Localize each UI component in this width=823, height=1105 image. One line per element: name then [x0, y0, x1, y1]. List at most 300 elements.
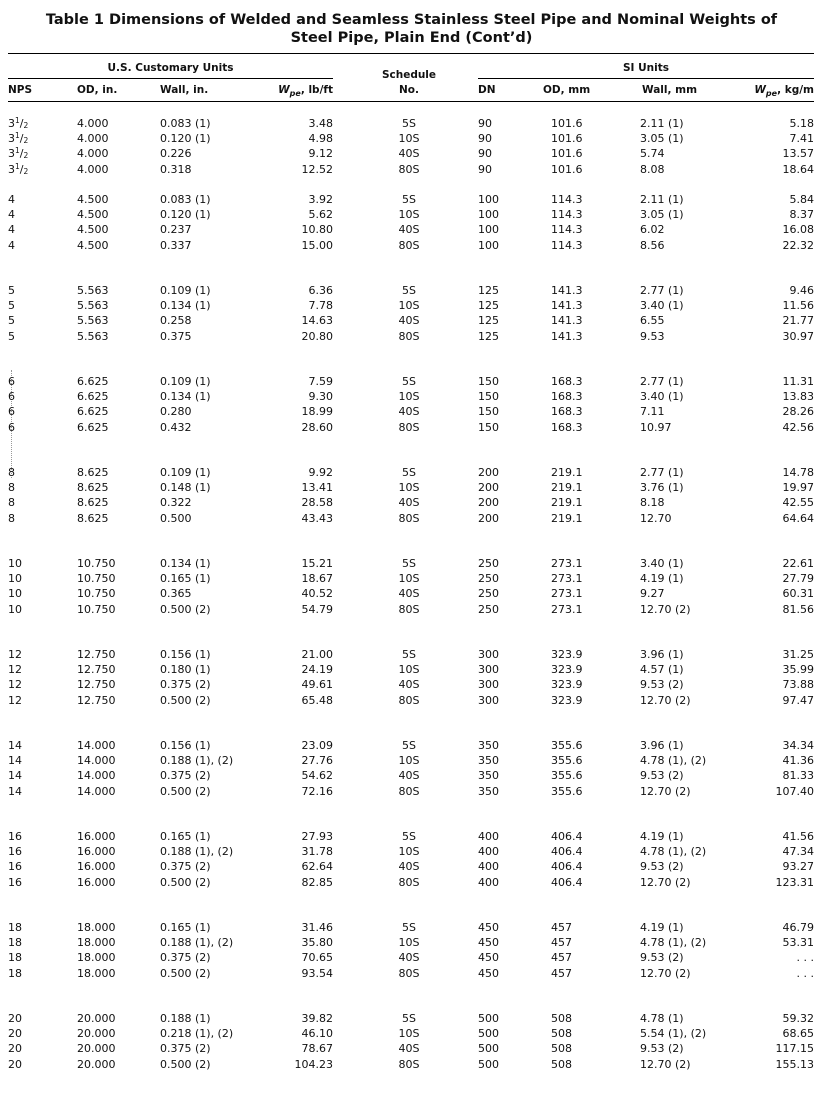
cell-sch: 10S: [398, 1027, 420, 1041]
cell-dn: 100: [478, 223, 499, 237]
cell-wall: 0.120 (1): [160, 132, 211, 146]
cell-odmm: 355.6: [551, 739, 583, 752]
cell-odmm: 101.6: [551, 117, 583, 130]
cell-od: 16.000: [77, 860, 116, 874]
cell-od: 20.000: [77, 1027, 116, 1041]
cell-dn: 125: [478, 299, 499, 313]
cell-dn: 90: [478, 117, 492, 130]
cell-sch: 5S: [402, 739, 416, 752]
cell-wlb: 12.52: [301, 162, 333, 176]
cell-wlb: 20.80: [301, 329, 333, 343]
cell-wlb: 4.98: [308, 132, 333, 146]
cell-wall: 0.500 (2): [160, 1057, 211, 1071]
cell-sch: 5S: [402, 1012, 416, 1025]
cell-odmm: 457: [551, 921, 572, 934]
cell-nps: 6: [8, 390, 15, 404]
cell-wallmm: 9.53 (2): [640, 860, 684, 874]
cell-wlb: 27.93: [301, 830, 333, 843]
cell-sch: 80S: [398, 875, 420, 889]
cell-dn: 90: [478, 147, 492, 161]
cell-od: 4.500: [77, 238, 109, 252]
cell-nps: 20: [8, 1057, 22, 1071]
cell-wallmm: 3.96 (1): [640, 648, 684, 661]
cell-wlb: 39.82: [301, 1012, 333, 1025]
cell-wallmm: 2.11 (1): [640, 117, 684, 130]
cell-dn: 200: [478, 481, 499, 495]
cell-nps: 14: [8, 784, 22, 798]
cell-odmm: 457: [551, 951, 572, 965]
cell-odmm: 141.3: [551, 314, 583, 328]
cell-wallmm: 12.70 (2): [640, 966, 691, 980]
cell-nps: 14: [8, 739, 22, 752]
cell-wlb: 28.60: [301, 420, 333, 434]
cell-od: 12.750: [77, 648, 116, 661]
cell-odmm: 141.3: [551, 329, 583, 343]
cell-od: 5.563: [77, 284, 109, 297]
cell-wallmm: 9.53: [640, 329, 665, 343]
cell-odmm: 406.4: [551, 845, 583, 859]
cell-nps: 12: [8, 663, 22, 677]
cell-wall: 0.165 (1): [160, 830, 211, 843]
cell-wlb: 5.62: [308, 208, 333, 222]
cell-nps: 6: [8, 405, 15, 419]
cell-sch: 10S: [398, 845, 420, 859]
cell-dn: 500: [478, 1042, 499, 1056]
cell-wlb: 46.10: [301, 1027, 333, 1041]
weight-kgm-header: $W_{pe}$, kg/m: [754, 84, 814, 99]
table-row: [0, 648, 823, 662]
cell-sch: 5S: [402, 375, 416, 388]
cell-sch: 10S: [398, 208, 420, 222]
cell-dn: 350: [478, 754, 499, 768]
table-row: [0, 739, 823, 753]
cell-od: 5.563: [77, 329, 109, 343]
cell-nps: 20: [8, 1042, 22, 1056]
cell-od: 6.625: [77, 420, 109, 434]
cell-wall: 0.375 (2): [160, 860, 211, 874]
cell-wkg: 59.32: [782, 1012, 814, 1025]
cell-nps: 18: [8, 921, 22, 934]
cell-odmm: 406.4: [551, 860, 583, 874]
cell-wkg: 53.31: [782, 936, 814, 950]
cell-sch: 10S: [398, 936, 420, 950]
cell-wallmm: 9.53 (2): [640, 951, 684, 965]
table-row: [0, 421, 823, 435]
cell-wallmm: 5.74: [640, 147, 665, 161]
cell-sch: 5S: [402, 284, 416, 297]
cell-wlb: 24.19: [301, 663, 333, 677]
cell-wlb: 23.09: [301, 739, 333, 752]
cell-sch: 10S: [398, 663, 420, 677]
cell-wlb: 13.41: [301, 481, 333, 495]
cell-wkg: . . .: [796, 966, 814, 980]
cell-odmm: 168.3: [551, 375, 583, 388]
cell-wlb: 7.59: [308, 375, 333, 388]
cell-wall: 0.156 (1): [160, 739, 211, 752]
table-row: [0, 223, 823, 237]
cell-wkg: 16.08: [782, 223, 814, 237]
cell-wkg: 60.31: [782, 587, 814, 601]
cell-odmm: 323.9: [551, 693, 583, 707]
cell-wall: 0.226: [160, 147, 192, 161]
cell-od: 18.000: [77, 921, 116, 934]
cell-dn: 400: [478, 830, 499, 843]
cell-od: 20.000: [77, 1042, 116, 1056]
cell-wallmm: 3.40 (1): [640, 390, 684, 404]
cell-wlb: 21.00: [301, 648, 333, 661]
cell-wkg: 19.97: [782, 481, 814, 495]
cell-nps: 16: [8, 875, 22, 889]
cell-wlb: 31.46: [301, 921, 333, 934]
table-row: [0, 284, 823, 298]
cell-sch: 40S: [398, 587, 420, 601]
cell-wallmm: 9.53 (2): [640, 678, 684, 692]
cell-nps: 18: [8, 951, 22, 965]
cell-dn: 350: [478, 769, 499, 783]
cell-wall: 0.280: [160, 405, 192, 419]
cell-wallmm: 12.70 (2): [640, 875, 691, 889]
cell-od: 20.000: [77, 1057, 116, 1071]
cell-od: 5.563: [77, 299, 109, 313]
cell-od: 8.625: [77, 496, 109, 510]
cell-sch: 80S: [398, 511, 420, 525]
cell-dn: 450: [478, 921, 499, 934]
cell-sch: 80S: [398, 329, 420, 343]
cell-wallmm: 12.70 (2): [640, 602, 691, 616]
cell-wall: 0.500 (2): [160, 966, 211, 980]
cell-dn: 150: [478, 375, 499, 388]
schedule-no-header: No.: [399, 84, 419, 96]
cell-wallmm: 12.70 (2): [640, 693, 691, 707]
cell-wkg: 41.36: [782, 754, 814, 768]
cell-wall: 0.375 (2): [160, 1042, 211, 1056]
cell-dn: 150: [478, 405, 499, 419]
table-row: [0, 193, 823, 207]
cell-sch: 10S: [398, 754, 420, 768]
cell-wkg: 13.57: [782, 147, 814, 161]
cell-wkg: 9.46: [789, 284, 814, 297]
cell-odmm: 273.1: [551, 572, 583, 586]
schedule-header-top: Schedule: [381, 69, 437, 81]
cell-odmm: 508: [551, 1042, 572, 1056]
cell-wallmm: 3.05 (1): [640, 132, 684, 146]
table-row: [0, 314, 823, 328]
cell-wall: 0.218 (1), (2): [160, 1027, 234, 1041]
cell-wkg: 97.47: [782, 693, 814, 707]
cell-od: 4.500: [77, 223, 109, 237]
cell-wall: 0.188 (1), (2): [160, 754, 234, 768]
cell-od: 6.625: [77, 375, 109, 388]
cell-wall: 0.180 (1): [160, 663, 211, 677]
cell-dn: 300: [478, 678, 499, 692]
cell-sch: 80S: [398, 602, 420, 616]
cell-wallmm: 12.70: [640, 511, 672, 525]
cell-wlb: 70.65: [301, 951, 333, 965]
cell-sch: 40S: [398, 223, 420, 237]
cell-wkg: 123.31: [775, 875, 814, 889]
cell-dn: 200: [478, 466, 499, 479]
cell-wall: 0.165 (1): [160, 921, 211, 934]
cell-nps: 20: [8, 1012, 22, 1025]
cell-wlb: 54.79: [301, 602, 333, 616]
cell-wallmm: 4.78 (1): [640, 1012, 684, 1025]
cell-sch: 80S: [398, 784, 420, 798]
cell-wall: 0.188 (1): [160, 1012, 211, 1025]
cell-wkg: 14.78: [782, 466, 814, 479]
cell-od: 10.750: [77, 557, 116, 570]
table-row: [0, 876, 823, 890]
cell-wall: 0.258: [160, 314, 192, 328]
cell-od: 6.625: [77, 390, 109, 404]
cell-wlb: 6.36: [308, 284, 333, 297]
cell-wkg: 22.61: [782, 557, 814, 570]
cell-dn: 250: [478, 587, 499, 601]
cell-wallmm: 3.40 (1): [640, 557, 684, 570]
cell-nps: 14: [8, 769, 22, 783]
cell-wkg: 22.32: [782, 238, 814, 252]
table-row: [0, 694, 823, 708]
table-row: [0, 557, 823, 571]
cell-wall: 0.375 (2): [160, 951, 211, 965]
cell-wkg: 30.97: [782, 329, 814, 343]
cell-wlb: 27.76: [301, 754, 333, 768]
header-rule: [8, 101, 814, 102]
table-row: [0, 132, 823, 146]
cell-wallmm: 4.78 (1), (2): [640, 845, 707, 859]
cell-wall: 0.165 (1): [160, 572, 211, 586]
cell-wkg: 13.83: [782, 390, 814, 404]
cell-wkg: 68.65: [782, 1027, 814, 1041]
cell-od: 8.625: [77, 511, 109, 525]
cell-wall: 0.322: [160, 496, 192, 510]
cell-wallmm: 4.78 (1), (2): [640, 936, 707, 950]
cell-wallmm: 6.55: [640, 314, 665, 328]
cell-dn: 300: [478, 648, 499, 661]
cell-nps: 8: [8, 481, 15, 495]
table-row: [0, 663, 823, 677]
cell-wallmm: 8.08: [640, 162, 665, 176]
cell-wallmm: 3.05 (1): [640, 208, 684, 222]
us-group-rule: [8, 78, 333, 79]
cell-wall: 0.109 (1): [160, 466, 211, 479]
cell-wkg: 5.84: [789, 193, 814, 206]
cell-wkg: 107.40: [775, 784, 814, 798]
cell-wkg: 11.31: [782, 375, 814, 388]
cell-dn: 500: [478, 1012, 499, 1025]
cell-od: 14.000: [77, 769, 116, 783]
cell-odmm: 508: [551, 1012, 572, 1025]
cell-dn: 450: [478, 936, 499, 950]
cell-nps: $3^1/2$: [8, 146, 29, 161]
cell-wall: 0.237: [160, 223, 192, 237]
cell-sch: 10S: [398, 481, 420, 495]
cell-odmm: 273.1: [551, 587, 583, 601]
cell-wall: 0.188 (1), (2): [160, 936, 234, 950]
cell-wkg: 42.55: [782, 496, 814, 510]
cell-dn: 450: [478, 966, 499, 980]
cell-wallmm: 4.19 (1): [640, 572, 684, 586]
cell-dn: 350: [478, 784, 499, 798]
cell-sch: 10S: [398, 390, 420, 404]
cell-wlb: 49.61: [301, 678, 333, 692]
cell-wkg: 21.77: [782, 314, 814, 328]
cell-odmm: 101.6: [551, 132, 583, 146]
cell-wlb: 18.67: [301, 572, 333, 586]
cell-od: 12.750: [77, 678, 116, 692]
cell-wkg: 18.64: [782, 162, 814, 176]
cell-sch: 5S: [402, 193, 416, 206]
cell-odmm: 355.6: [551, 784, 583, 798]
cell-wlb: 28.58: [301, 496, 333, 510]
cell-wlb: 3.92: [308, 193, 333, 206]
cell-wlb: 7.78: [308, 299, 333, 313]
cell-wall: 0.500 (2): [160, 602, 211, 616]
cell-wall: 0.134 (1): [160, 299, 211, 313]
cell-sch: 40S: [398, 860, 420, 874]
cell-nps: 12: [8, 693, 22, 707]
cell-dn: 400: [478, 845, 499, 859]
cell-wkg: . . .: [796, 951, 814, 965]
cell-od: 12.750: [77, 693, 116, 707]
cell-sch: 80S: [398, 420, 420, 434]
cell-wallmm: 4.78 (1), (2): [640, 754, 707, 768]
cell-dn: 100: [478, 238, 499, 252]
cell-odmm: 273.1: [551, 602, 583, 616]
cell-wall: 0.109 (1): [160, 284, 211, 297]
cell-nps: 12: [8, 648, 22, 661]
cell-wkg: 31.25: [782, 648, 814, 661]
cell-odmm: 168.3: [551, 420, 583, 434]
cell-odmm: 406.4: [551, 830, 583, 843]
cell-sch: 80S: [398, 238, 420, 252]
cell-odmm: 114.3: [551, 193, 583, 206]
cell-wallmm: 2.77 (1): [640, 284, 684, 297]
cell-wall: 0.500 (2): [160, 875, 211, 889]
cell-wkg: 28.26: [782, 405, 814, 419]
cell-od: 16.000: [77, 830, 116, 843]
cell-wkg: 81.33: [782, 769, 814, 783]
cell-dn: 250: [478, 572, 499, 586]
cell-odmm: 273.1: [551, 557, 583, 570]
cell-sch: 10S: [398, 572, 420, 586]
cell-odmm: 141.3: [551, 284, 583, 297]
cell-od: 10.750: [77, 572, 116, 586]
cell-dn: 200: [478, 511, 499, 525]
cell-nps: 10: [8, 572, 22, 586]
cell-wall: 0.134 (1): [160, 390, 211, 404]
cell-wkg: 7.41: [789, 132, 814, 146]
cell-od: 10.750: [77, 602, 116, 616]
cell-dn: 90: [478, 162, 492, 176]
cell-od: 10.750: [77, 587, 116, 601]
cell-od: 12.750: [77, 663, 116, 677]
cell-od: 14.000: [77, 739, 116, 752]
cell-odmm: 355.6: [551, 769, 583, 783]
cell-wallmm: 3.96 (1): [640, 739, 684, 752]
cell-wlb: 15.21: [301, 557, 333, 570]
us-customary-group-label: U.S. Customary Units: [107, 62, 234, 74]
cell-od: 18.000: [77, 951, 116, 965]
cell-dn: 90: [478, 132, 492, 146]
cell-wallmm: 4.57 (1): [640, 663, 684, 677]
table-row: [0, 496, 823, 510]
cell-dn: 350: [478, 739, 499, 752]
cell-sch: 5S: [402, 921, 416, 934]
cell-od: 6.625: [77, 405, 109, 419]
cell-nps: 18: [8, 966, 22, 980]
cell-odmm: 219.1: [551, 496, 583, 510]
cell-nps: $3^1/2$: [8, 161, 29, 176]
cell-od: 4.000: [77, 117, 109, 130]
cell-nps: $3^1/2$: [8, 131, 29, 146]
cell-wlb: 9.30: [308, 390, 333, 404]
cell-nps: 5: [8, 314, 15, 328]
cell-wlb: 78.67: [301, 1042, 333, 1056]
cell-wkg: 41.56: [782, 830, 814, 843]
cell-nps: 16: [8, 830, 22, 843]
cell-odmm: 323.9: [551, 678, 583, 692]
cell-wlb: 18.99: [301, 405, 333, 419]
cell-wall: 0.083 (1): [160, 193, 211, 206]
cell-wlb: 9.92: [308, 466, 333, 479]
table-row: [0, 587, 823, 601]
cell-wall: 0.156 (1): [160, 648, 211, 661]
cell-wallmm: 9.53 (2): [640, 1042, 684, 1056]
table-row: [0, 845, 823, 859]
table-row: [0, 147, 823, 161]
table-row: [0, 678, 823, 692]
cell-wkg: 8.37: [789, 208, 814, 222]
table-row: [0, 951, 823, 965]
cell-wkg: 35.99: [782, 663, 814, 677]
cell-wall: 0.337: [160, 238, 192, 252]
cell-sch: 40S: [398, 405, 420, 419]
cell-wallmm: 7.11: [640, 405, 665, 419]
cell-odmm: 457: [551, 966, 572, 980]
cell-nps: 4: [8, 238, 15, 252]
table-row: [0, 405, 823, 419]
cell-nps: 4: [8, 193, 15, 206]
cell-od: 4.500: [77, 208, 109, 222]
cell-dn: 500: [478, 1057, 499, 1071]
cell-dn: 100: [478, 193, 499, 206]
cell-nps: 8: [8, 511, 15, 525]
cell-wallmm: 3.76 (1): [640, 481, 684, 495]
cell-dn: 300: [478, 663, 499, 677]
cell-wlb: 65.48: [301, 693, 333, 707]
cell-od: 4.000: [77, 132, 109, 146]
table-title-continued: Steel Pipe, Plain End (Cont’d): [290, 30, 533, 46]
cell-dn: 125: [478, 314, 499, 328]
od-in-header: OD, in.: [77, 84, 118, 96]
cell-wlb: 3.48: [308, 117, 333, 130]
cell-sch: 80S: [398, 693, 420, 707]
cell-sch: 10S: [398, 299, 420, 313]
cell-nps: 10: [8, 557, 22, 570]
cell-wkg: 11.56: [782, 299, 814, 313]
cell-od: 8.625: [77, 466, 109, 479]
cell-dn: 200: [478, 496, 499, 510]
cell-od: 20.000: [77, 1012, 116, 1025]
cell-od: 4.500: [77, 193, 109, 206]
cell-wlb: 72.16: [301, 784, 333, 798]
cell-odmm: 323.9: [551, 663, 583, 677]
cell-dn: 400: [478, 860, 499, 874]
cell-sch: 40S: [398, 769, 420, 783]
table-row: [0, 481, 823, 495]
cell-wkg: 5.18: [789, 117, 814, 130]
cell-dn: 150: [478, 420, 499, 434]
